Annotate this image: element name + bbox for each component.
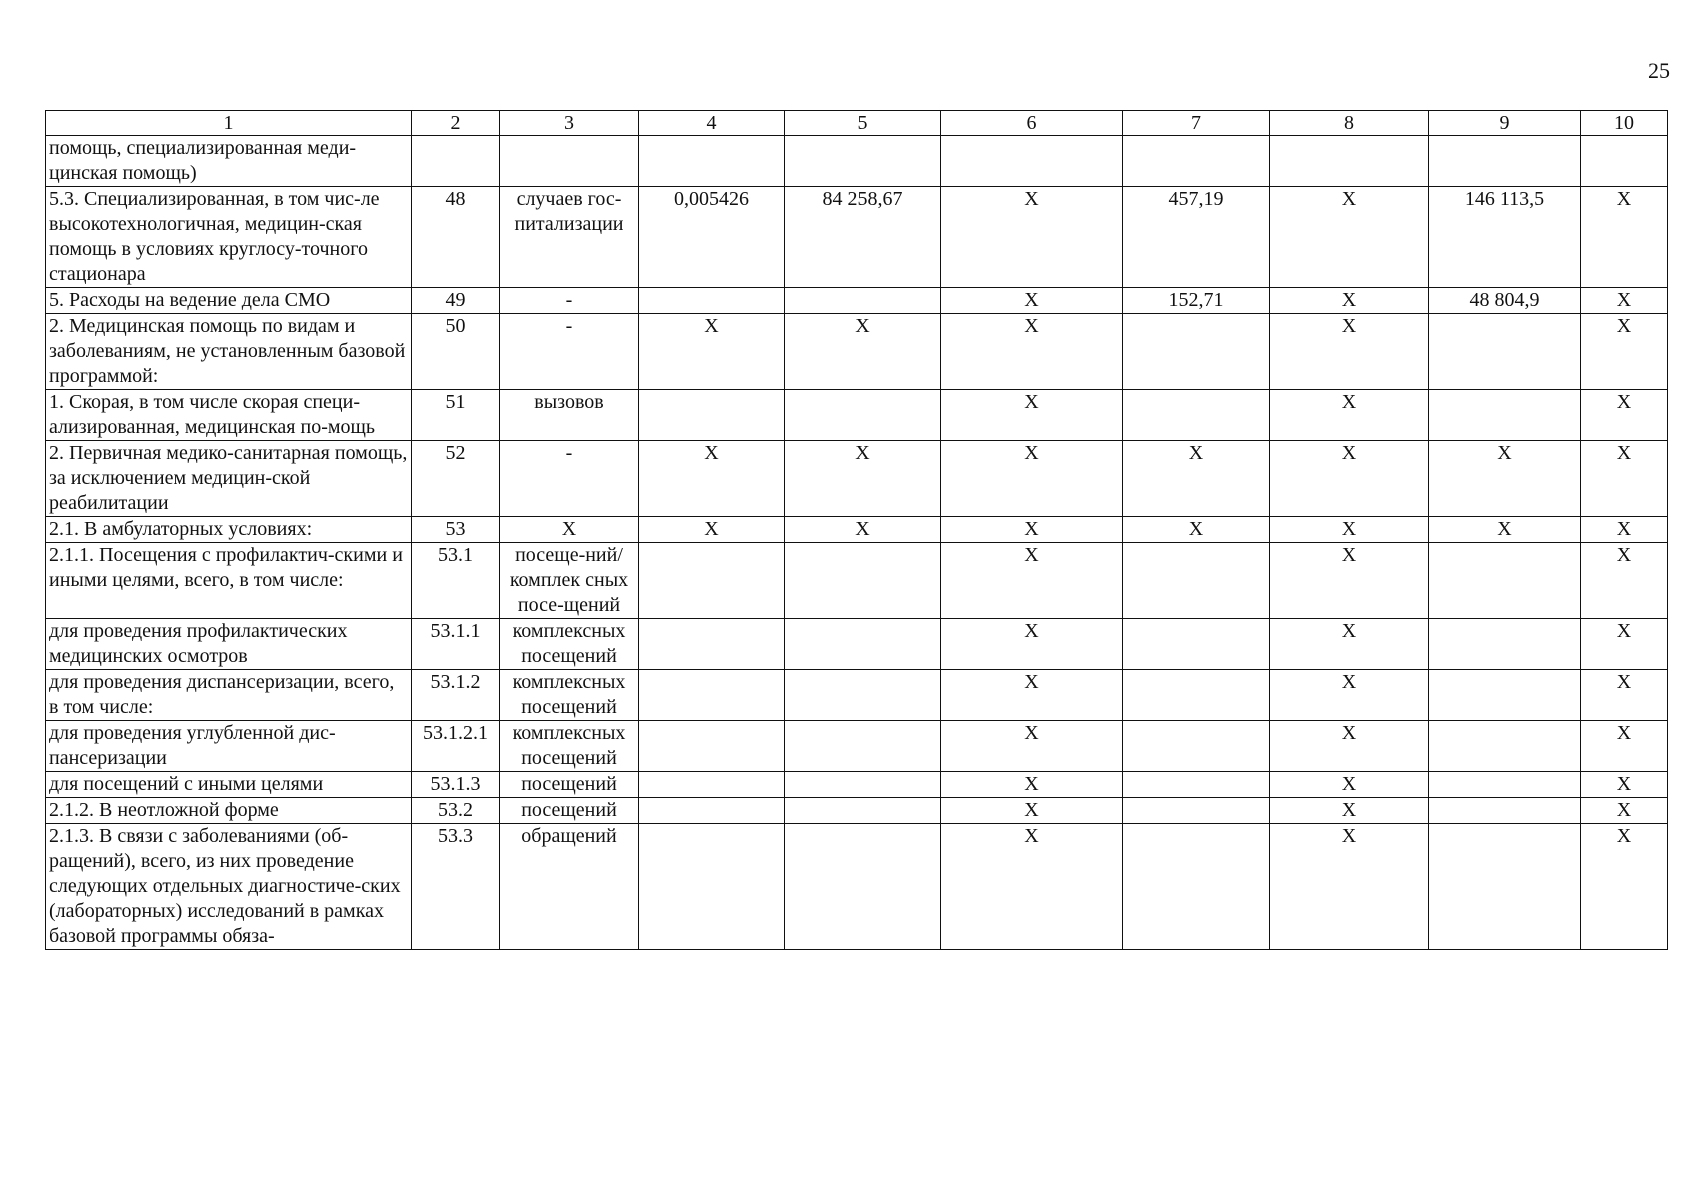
table-cell-col-6: X bbox=[941, 824, 1123, 950]
table-cell-col-9 bbox=[1429, 824, 1581, 950]
table-cell-col-8: X bbox=[1270, 721, 1429, 772]
page-number: 25 bbox=[1648, 58, 1670, 83]
row-label-cell: 2.1.2. В неотложной форме bbox=[46, 798, 412, 824]
table-cell-col-4 bbox=[639, 670, 785, 721]
row-label-cell: 5. Расходы на ведение дела СМО bbox=[46, 288, 412, 314]
column-header-7: 7 bbox=[1123, 111, 1270, 136]
column-header-6: 6 bbox=[941, 111, 1123, 136]
table-cell-col-5 bbox=[785, 543, 941, 619]
column-header-3: 3 bbox=[500, 111, 639, 136]
table-cell-col-2: 53.2 bbox=[412, 798, 500, 824]
table-row bbox=[46, 136, 1668, 187]
table-cell-col-6: X bbox=[941, 670, 1123, 721]
table-cell-col-5 bbox=[785, 390, 941, 441]
table-cell-col-9 bbox=[1429, 670, 1581, 721]
row-label-cell: 2.1. В амбулаторных условиях: bbox=[46, 517, 412, 543]
table-cell-col-2: 51 bbox=[412, 390, 500, 441]
table-cell-col-9 bbox=[1429, 136, 1581, 187]
table-cell-col-9 bbox=[1429, 543, 1581, 619]
table-cell-col-2: 52 bbox=[412, 441, 500, 517]
table-row bbox=[46, 670, 1668, 721]
table-cell-col-7: X bbox=[1123, 441, 1270, 517]
table-cell-col-6: X bbox=[941, 798, 1123, 824]
table-row bbox=[46, 288, 1668, 314]
table-row bbox=[46, 517, 1668, 543]
table-cell-col-10 bbox=[1581, 136, 1668, 187]
table-cell-col-4 bbox=[639, 136, 785, 187]
column-header-2: 2 bbox=[412, 111, 500, 136]
table-cell-col-9 bbox=[1429, 772, 1581, 798]
table-cell-col-6: X bbox=[941, 390, 1123, 441]
table-cell-col-6: X bbox=[941, 187, 1123, 288]
table-cell-col-4 bbox=[639, 721, 785, 772]
table-cell-col-8: X bbox=[1270, 798, 1429, 824]
table-cell-col-7 bbox=[1123, 543, 1270, 619]
table-cell-col-7 bbox=[1123, 670, 1270, 721]
table-cell-col-7 bbox=[1123, 772, 1270, 798]
table-row bbox=[46, 543, 1668, 619]
table-cell-col-3: посещений bbox=[500, 772, 639, 798]
table-cell-col-8: X bbox=[1270, 772, 1429, 798]
table-cell-col-5 bbox=[785, 824, 941, 950]
table-cell-col-2: 53.1.1 bbox=[412, 619, 500, 670]
table-cell-col-3: комплексных посещений bbox=[500, 721, 639, 772]
table-cell-col-4 bbox=[639, 824, 785, 950]
table-cell-col-7: 152,71 bbox=[1123, 288, 1270, 314]
table-cell-col-4: X bbox=[639, 441, 785, 517]
table-cell-col-8: X bbox=[1270, 619, 1429, 670]
row-label-cell: 2.1.3. В связи с заболеваниями (об-ращений), всего, из них проведение следующих отдельных диагностиче-ских (лабораторных) исследований в рамках базовой программы обяза- bbox=[46, 824, 412, 950]
table-cell-col-6: X bbox=[941, 441, 1123, 517]
column-header-4: 4 bbox=[639, 111, 785, 136]
row-label-cell: 5.3. Специализированная, в том чис-ле высокотехнологичная, медицин-ская помощь в условиях круглосу-точного стационара bbox=[46, 187, 412, 288]
table-cell-col-9: 48 804,9 bbox=[1429, 288, 1581, 314]
table-cell-col-7: X bbox=[1123, 517, 1270, 543]
table-cell-col-9 bbox=[1429, 619, 1581, 670]
table-row bbox=[46, 314, 1668, 390]
table-cell-col-4: X bbox=[639, 517, 785, 543]
table-cell-col-10: X bbox=[1581, 187, 1668, 288]
table-cell-col-8: X bbox=[1270, 390, 1429, 441]
data-table bbox=[45, 110, 1668, 950]
row-label-cell: 1. Скорая, в том числе скорая специ-ализированная, медицинская по-мощь bbox=[46, 390, 412, 441]
table-cell-col-6: X bbox=[941, 619, 1123, 670]
table-cell-col-3: посещений bbox=[500, 798, 639, 824]
table-cell-col-10: X bbox=[1581, 798, 1668, 824]
table-cell-col-4: 0,005426 bbox=[639, 187, 785, 288]
row-label-cell: 2.1.1. Посещения с профилактич-скими и иными целями, всего, в том числе: bbox=[46, 543, 412, 619]
column-header-9: 9 bbox=[1429, 111, 1581, 136]
table-row bbox=[46, 824, 1668, 950]
table-cell-col-6: X bbox=[941, 721, 1123, 772]
table-cell-col-3: X bbox=[500, 517, 639, 543]
table-cell-col-6: X bbox=[941, 314, 1123, 390]
table-cell-col-8 bbox=[1270, 136, 1429, 187]
table-cell-col-2: 50 bbox=[412, 314, 500, 390]
table-cell-col-8: X bbox=[1270, 543, 1429, 619]
table-cell-col-3: комплексных посещений bbox=[500, 619, 639, 670]
header-row bbox=[46, 111, 1668, 136]
table-cell-col-9: X bbox=[1429, 517, 1581, 543]
table-cell-col-3: комплексных посещений bbox=[500, 670, 639, 721]
row-label-cell: для посещений с иными целями bbox=[46, 772, 412, 798]
table-cell-col-7 bbox=[1123, 721, 1270, 772]
row-label-cell: для проведения углубленной дис-пансеризации bbox=[46, 721, 412, 772]
table-cell-col-10: X bbox=[1581, 441, 1668, 517]
table-cell-col-2: 53.1 bbox=[412, 543, 500, 619]
table-cell-col-2: 53.1.2 bbox=[412, 670, 500, 721]
table-cell-col-3: обращений bbox=[500, 824, 639, 950]
table-cell-col-2: 53 bbox=[412, 517, 500, 543]
table-cell-col-8: X bbox=[1270, 517, 1429, 543]
table-cell-col-10: X bbox=[1581, 543, 1668, 619]
table-cell-col-7 bbox=[1123, 824, 1270, 950]
row-label-cell: для проведения профилактических медицинских осмотров bbox=[46, 619, 412, 670]
table-cell-col-8: X bbox=[1270, 288, 1429, 314]
table-cell-col-5 bbox=[785, 288, 941, 314]
table-cell-col-3: - bbox=[500, 314, 639, 390]
table-cell-col-4 bbox=[639, 288, 785, 314]
table-cell-col-3: случаев гос-питализации bbox=[500, 187, 639, 288]
table-cell-col-5: 84 258,67 bbox=[785, 187, 941, 288]
row-label-cell: 2. Первичная медико-санитарная помощь, за исключением медицин-ской реабилитации bbox=[46, 441, 412, 517]
table-cell-col-5: X bbox=[785, 517, 941, 543]
table-cell-col-5 bbox=[785, 772, 941, 798]
table-cell-col-7: 457,19 bbox=[1123, 187, 1270, 288]
table-cell-col-5 bbox=[785, 670, 941, 721]
table-cell-col-10: X bbox=[1581, 314, 1668, 390]
table-cell-col-5: X bbox=[785, 314, 941, 390]
table-cell-col-2 bbox=[412, 136, 500, 187]
table-cell-col-4: X bbox=[639, 314, 785, 390]
table-cell-col-10: X bbox=[1581, 390, 1668, 441]
table-cell-col-3: - bbox=[500, 288, 639, 314]
table-cell-col-2: 53.3 bbox=[412, 824, 500, 950]
table-cell-col-3: - bbox=[500, 441, 639, 517]
table-cell-col-8: X bbox=[1270, 670, 1429, 721]
table-cell-col-3: вызовов bbox=[500, 390, 639, 441]
table-cell-col-3 bbox=[500, 136, 639, 187]
table-row bbox=[46, 619, 1668, 670]
table-cell-col-5 bbox=[785, 721, 941, 772]
table-cell-col-8: X bbox=[1270, 314, 1429, 390]
column-header-8: 8 bbox=[1270, 111, 1429, 136]
table-cell-col-7 bbox=[1123, 314, 1270, 390]
table-cell-col-5: X bbox=[785, 441, 941, 517]
column-header-1: 1 bbox=[46, 111, 412, 136]
table-cell-col-4 bbox=[639, 390, 785, 441]
row-label-cell: для проведения диспансеризации, всего, в том числе: bbox=[46, 670, 412, 721]
table-cell-col-4 bbox=[639, 543, 785, 619]
table-cell-col-3: посеще-ний/комплек сных посе-щений bbox=[500, 543, 639, 619]
table-cell-col-7 bbox=[1123, 390, 1270, 441]
row-label-cell: 2. Медицинская помощь по видам и заболеваниям, не установленным базовой программой: bbox=[46, 314, 412, 390]
table-cell-col-6 bbox=[941, 136, 1123, 187]
table-cell-col-10: X bbox=[1581, 670, 1668, 721]
table-cell-col-5 bbox=[785, 619, 941, 670]
table-cell-col-4 bbox=[639, 772, 785, 798]
row-label-cell: помощь, специализированная меди-цинская помощь) bbox=[46, 136, 412, 187]
table-row bbox=[46, 772, 1668, 798]
table-cell-col-6: X bbox=[941, 517, 1123, 543]
table-cell-col-2: 53.1.2.1 bbox=[412, 721, 500, 772]
table-cell-col-5 bbox=[785, 136, 941, 187]
table-row bbox=[46, 187, 1668, 288]
table-cell-col-9: 146 113,5 bbox=[1429, 187, 1581, 288]
table-cell-col-10: X bbox=[1581, 824, 1668, 950]
table-cell-col-2: 53.1.3 bbox=[412, 772, 500, 798]
table-cell-col-9 bbox=[1429, 798, 1581, 824]
table-row bbox=[46, 390, 1668, 441]
table-cell-col-2: 48 bbox=[412, 187, 500, 288]
table-body bbox=[46, 136, 1668, 950]
column-header-10: 10 bbox=[1581, 111, 1668, 136]
table-cell-col-10: X bbox=[1581, 619, 1668, 670]
table-cell-col-8: X bbox=[1270, 441, 1429, 517]
table-cell-col-7 bbox=[1123, 798, 1270, 824]
table-cell-col-10: X bbox=[1581, 772, 1668, 798]
table-cell-col-4 bbox=[639, 619, 785, 670]
table-cell-col-4 bbox=[639, 798, 785, 824]
table-row bbox=[46, 798, 1668, 824]
table-cell-col-10: X bbox=[1581, 288, 1668, 314]
table-cell-col-7 bbox=[1123, 619, 1270, 670]
table-cell-col-6: X bbox=[941, 288, 1123, 314]
table-cell-col-9: X bbox=[1429, 441, 1581, 517]
table-cell-col-10: X bbox=[1581, 517, 1668, 543]
table-cell-col-2: 49 bbox=[412, 288, 500, 314]
table-cell-col-5 bbox=[785, 798, 941, 824]
column-header-5: 5 bbox=[785, 111, 941, 136]
table-cell-col-6: X bbox=[941, 543, 1123, 619]
table-cell-col-8: X bbox=[1270, 187, 1429, 288]
table-row bbox=[46, 441, 1668, 517]
table-cell-col-9 bbox=[1429, 390, 1581, 441]
table-cell-col-8: X bbox=[1270, 824, 1429, 950]
table-cell-col-9 bbox=[1429, 721, 1581, 772]
table-row bbox=[46, 721, 1668, 772]
table-cell-col-9 bbox=[1429, 314, 1581, 390]
table-cell-col-6: X bbox=[941, 772, 1123, 798]
table-cell-col-10: X bbox=[1581, 721, 1668, 772]
table-cell-col-7 bbox=[1123, 136, 1270, 187]
